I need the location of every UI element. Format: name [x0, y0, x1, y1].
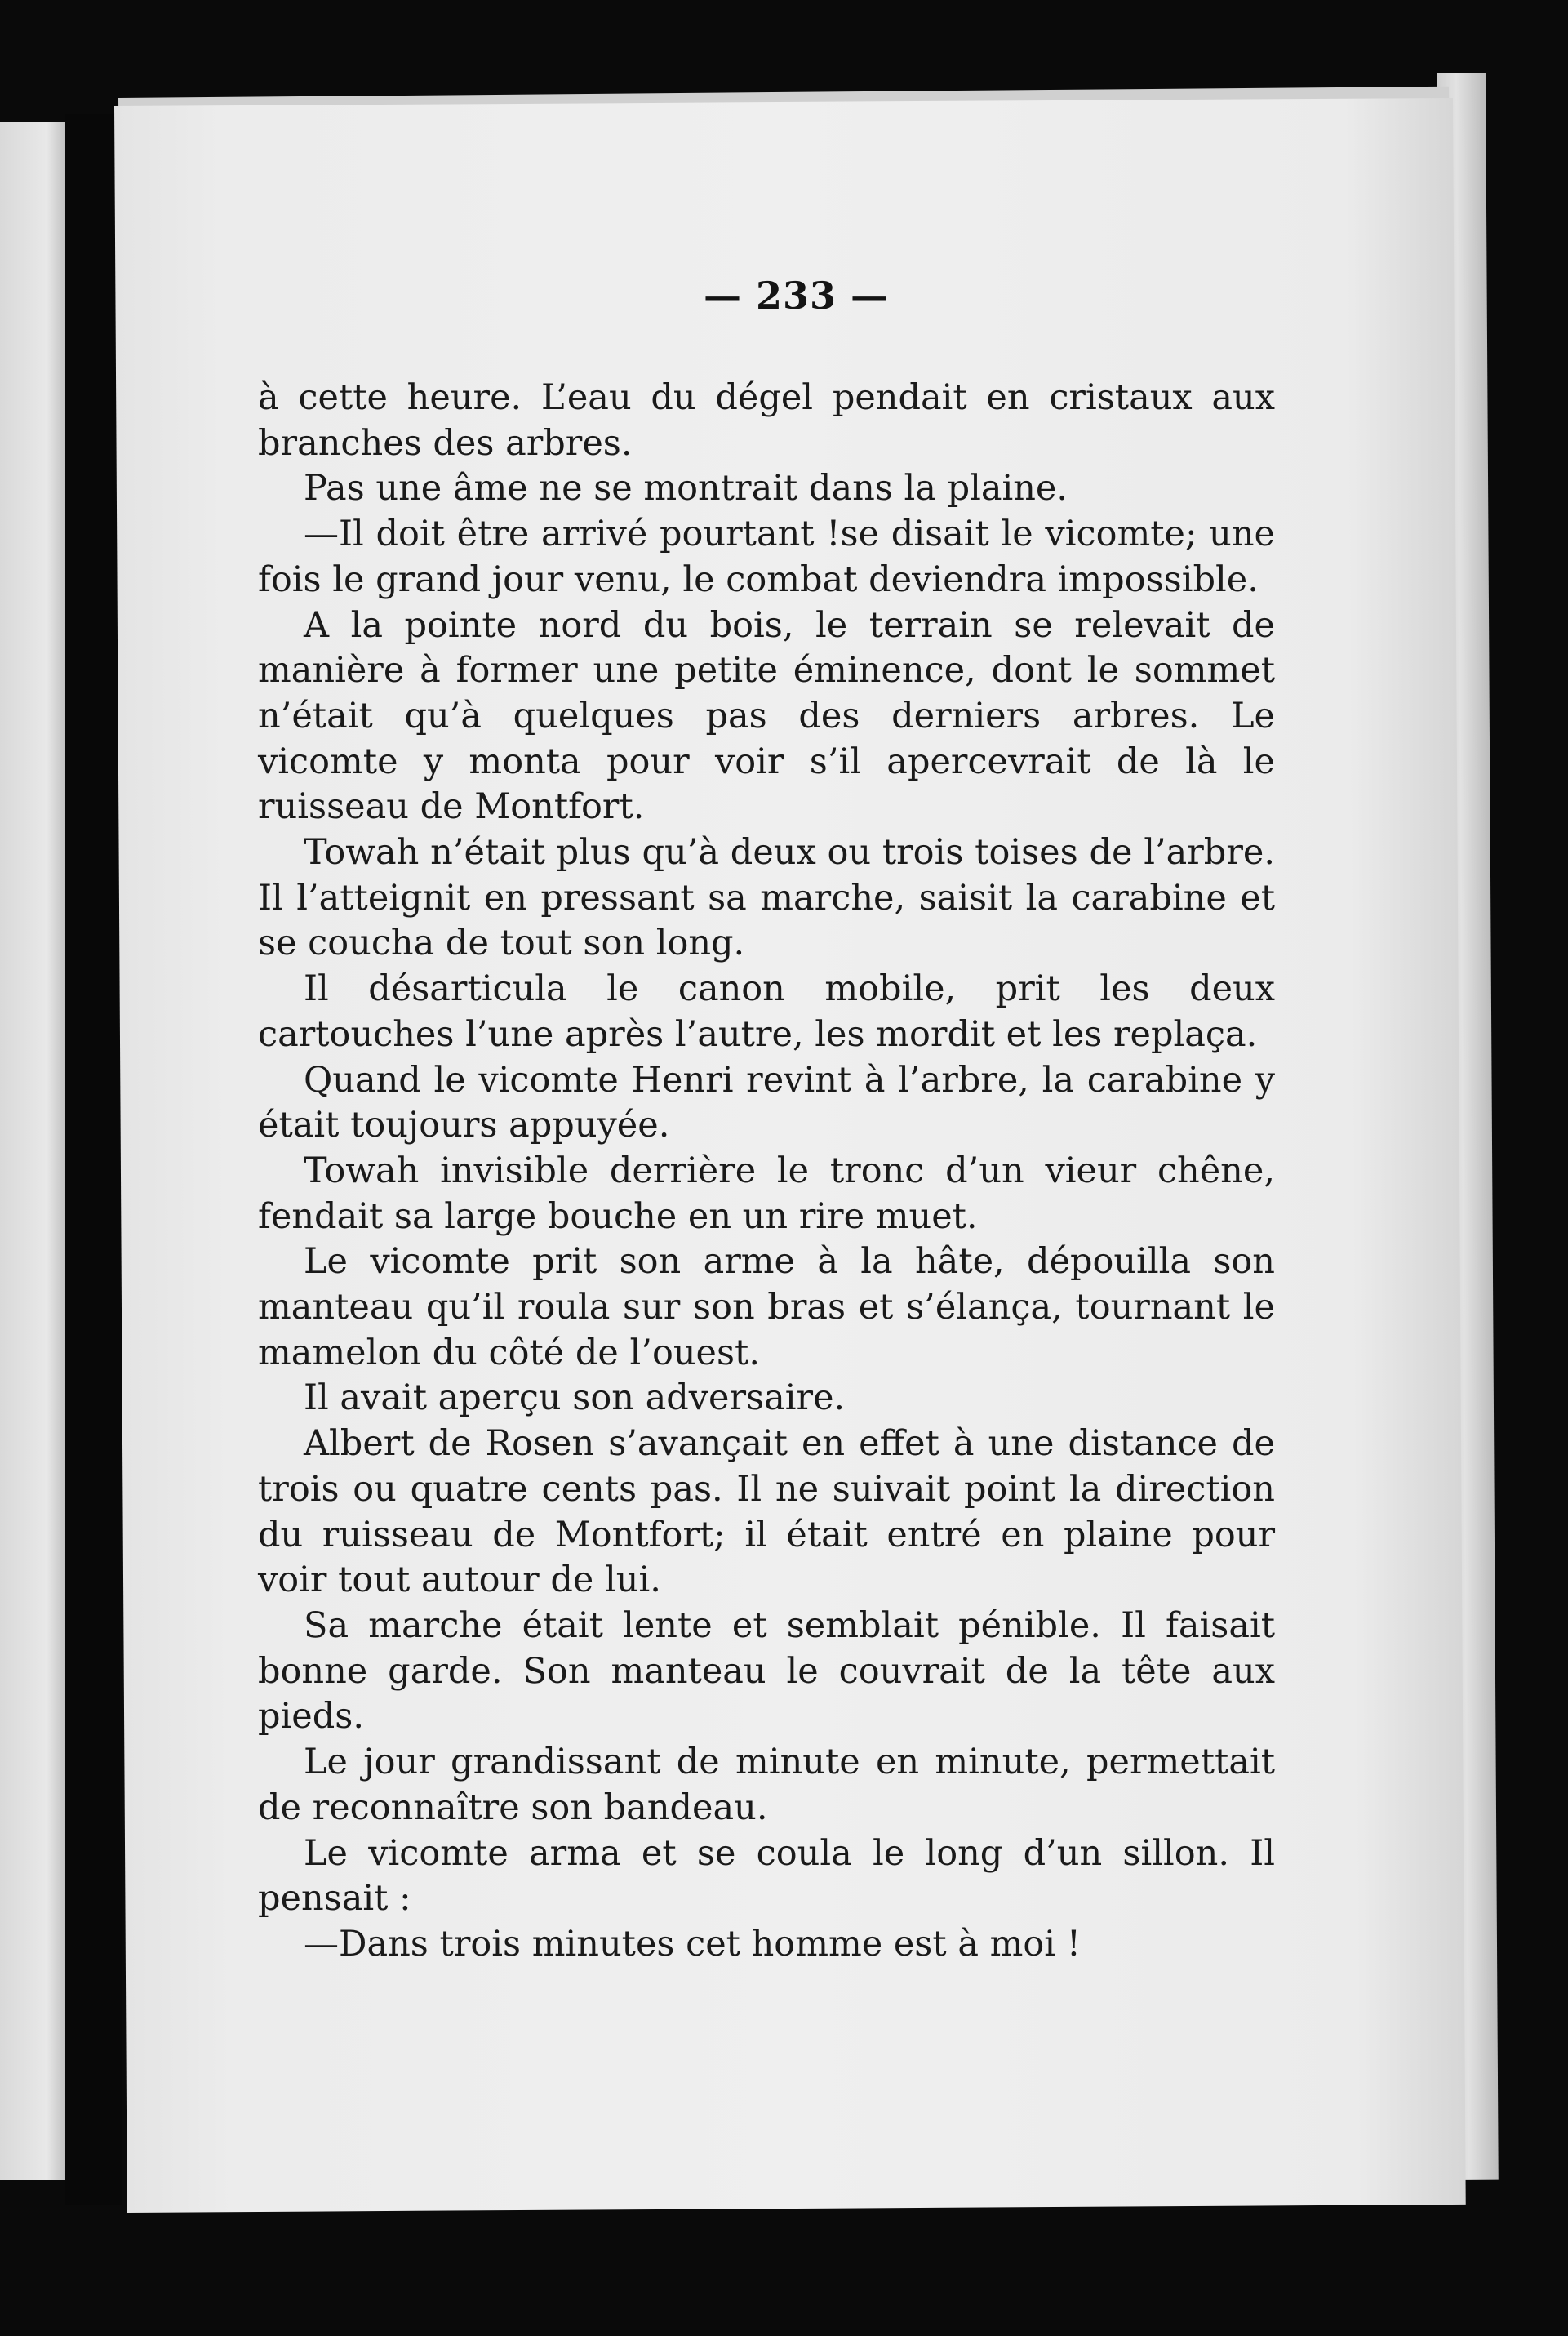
paragraph-1: à cette heure. L’eau du dégel pendait en cristaux aux branches des arbres.	[258, 377, 1275, 464]
paragraph-9: Le vicomte prit son arme à la hâte, dépouilla son manteau qu’il roula sur son bras et s’élança, tournant le mamelon du côté de l’ouest.	[258, 1241, 1275, 1373]
paragraph-8: Towah invisible derrière le tronc d’un vieur chêne, fendait sa large bouche en un rire muet.	[258, 1150, 1275, 1237]
body-text	[258, 376, 1275, 1968]
paragraph-3: —Il doit être arrivé pourtant !se disait le vicomte; une fois le grand jour venu, le combat deviendra impossible.	[258, 514, 1275, 600]
previous-page-edge	[0, 122, 67, 2180]
book-gutter	[65, 114, 122, 2205]
paragraph-6: Il désarticula le canon mobile, prit les deux cartouches l’une après l’autre, les mordit et les replaça.	[258, 968, 1275, 1055]
paragraph-5: Towah n’était plus qu’à deux ou trois toises de l’arbre. Il l’atteignit en pressant sa marche, saisit la carabine et se coucha de tout son long.	[258, 832, 1275, 964]
paragraph-15: —Dans trois minutes cet homme est à moi !	[304, 1923, 1081, 1964]
paragraph-10: Il avait aperçu son adversaire.	[304, 1377, 846, 1419]
paragraph-14: Le vicomte arma et se coula le long d’un sillon. Il pensait :	[258, 1832, 1275, 1920]
paragraph-4: A la pointe nord du bois, le terrain se relevait de manière à former une petite éminence, dont le sommet n’était qu’à quelques pas des derniers arbres. Le vicomte y monta pour voir s’il apercevrait de là le ruisseau de Montfort.	[258, 604, 1275, 828]
paragraph-7: Quand le vicomte Henri revint à l’arbre, la carabine y était toujours appuyée.	[258, 1059, 1275, 1146]
paragraph-2: Pas une âme ne se montrait dans la plaine.	[304, 468, 1068, 509]
paragraph-11: Albert de Rosen s’avançait en effet à une distance de trois ou quatre cents pas. Il ne suivait point la direction du ruisseau de Montfort; il était entré en plaine pour voir tout autour de lui.	[258, 1423, 1275, 1601]
paragraph-13: Le jour grandissant de minute en minute, permettait de reconnaître son bandeau.	[258, 1742, 1275, 1828]
page-number: — 233 —	[703, 274, 890, 318]
paragraph-12: Sa marche était lente et semblait pénible. Il faisait bonne garde. Son manteau le couvrait de la tête aux pieds.	[258, 1604, 1275, 1738]
